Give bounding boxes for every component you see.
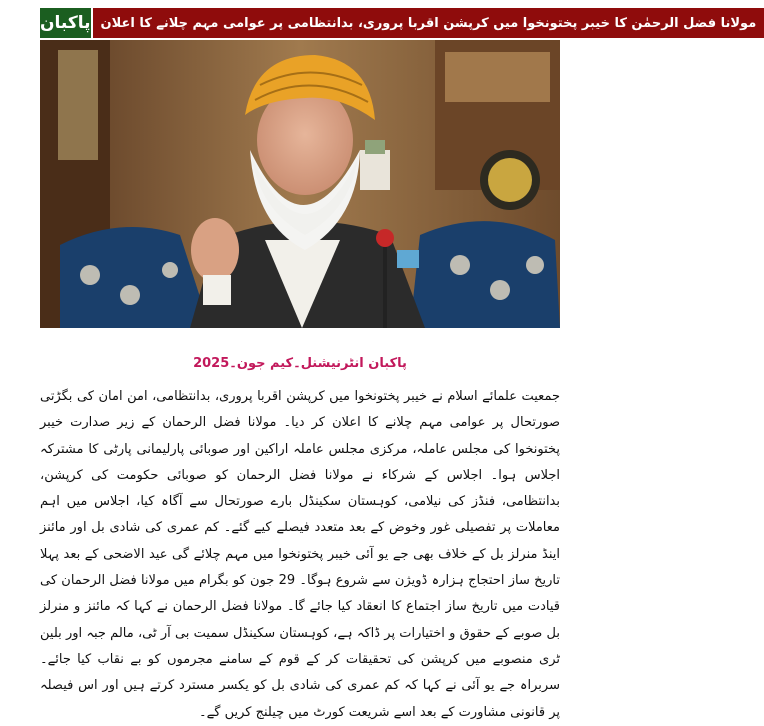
news-photo [40,40,560,328]
byline: پاکبان انٹرنیشنل۔کیم جون۔2025 [0,356,600,371]
headline-banner [40,8,560,38]
article-paragraph: جمعیت علمائے اسلام نے خیبر پختونخوا میں کرپشن اقربا پروری، بدانتظامی، امن امان کی بگڑتی صورتحال پر عوامی مہم چلانے کا اعلان کر دیا۔ مولانا فضل الرحمان کے زیر صدارت خیبر پختونخوا کی مجلس عاملہ، مرکزی مجلس عاملہ اراکین اور صوبائی پارلیمانی پارٹی کا مشترکہ اجلاس ہوا۔ اجلاس کے شرکاء نے مولانا فضل الرحمان کو صوبائی حکومت کی کرپشن، بدانتظامی، فنڈز کی نیلامی، کوہستان سکینڈل بارے صورتحال سے آگاہ کیا، اجلاس میں اہم معاملات پر تفصیلی غور وخوض کے بعد متعدد فیصلے کیے گئے۔ کم عمری کی شادی بل اور مائنز اینڈ منرلز بل کے خلاف بھی جے یو آئی خیبر پختونخوا میں مہم چلائے گی عید الاضحی کے بعد پہلا تاریخ ساز احتجاج ہزارہ ڈویژن سے شروع ہوگا۔ 29 جون کو بگرام میں مولانا فضل الرحمان کی قیادت میں تاریخ ساز اجتماع کا انعقاد کیا جائے گا۔ مولانا فضل الرحمان نے کہا کہ مائنز و منرلز بل صوبے کے حقوق و اختیارات پر ڈاکہ ہے، کوہستان سکینڈل سمیت بی آر ٹی، مالم جبہ اور بلین ٹری منصوبے میں کرپشن کی تحقیقات کر کے قوم کے سامنے مجرموں کو بے نقاب کیا جائے۔ سربراہ جے یو آئی نے کہا کہ کم عمری کی شادی بل کو یکسر مسترد کرتے ہیں اور اس فیصلہ پر قانونی مشاورت کے بعد اسے شریعت کورٹ میں چیلنج کریں گے۔ [40,384,560,726]
brand-badge: پاکبان [40,8,93,38]
headline-text: مولانا فضل الرحمٰن کا خیبر پختونخوا میں کرپشن اقربا پروری، بدانتظامی پر عوامی مہم چلانے کا اعلان [93,8,764,38]
article-body [40,384,560,726]
person-speaking-photo [40,40,560,328]
